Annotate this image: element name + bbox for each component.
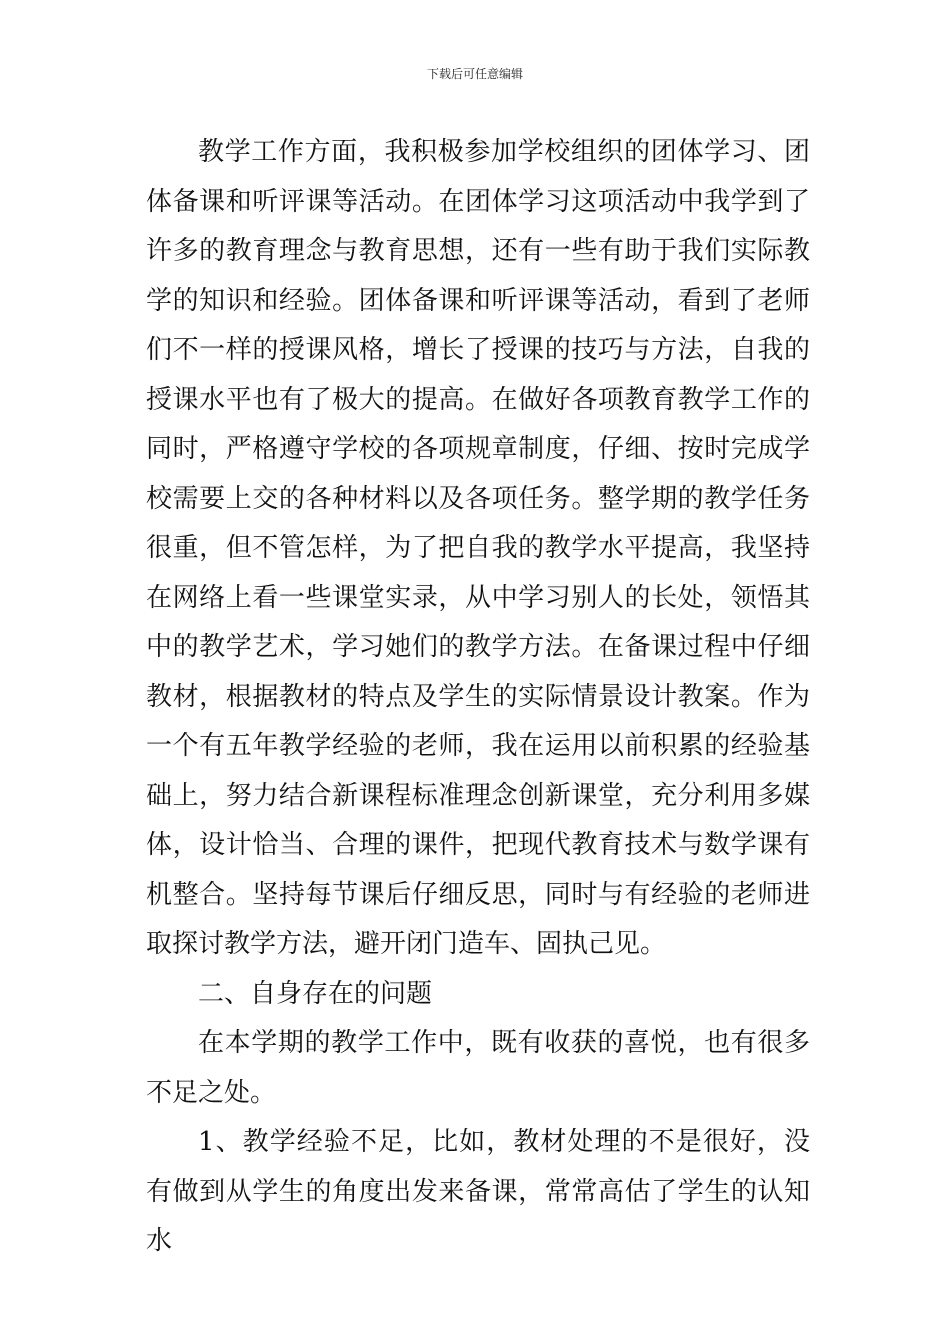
document-body: [146, 128, 810, 1267]
paragraph-item-1: 1、教学经验不足，比如，教材处理的不是很好，没有做到从学生的角度出发来备课，常常高估了学生的认知水: [146, 1127, 810, 1256]
paragraph-shortcomings-intro: 在本学期的教学工作中，既有收获的喜悦，也有很多不足之处。: [146, 1028, 810, 1108]
page-header-note: 下载后可任意编辑: [426, 67, 523, 81]
section-heading-problems: 二、自身存在的问题: [198, 978, 433, 1009]
paragraph-teaching-work: 教学工作方面，我积极参加学校组织的团体学习、团体备课和听评课等活动。在团体学习这项活动中我学到了许多的教育理念与教育思想，还有一些有助于我们实际教学的知识和经验。团体备课和听评课等活动，看到了老师们不一样的授课风格，增长了授课的技巧与方法，自我的授课水平也有了极大的提高。在做好各项教育教学工作的同时，严格遵守学校的各项规章制度，仔细、按时完成学校需要上交的各种材料以及各项任务。整学期的教学任务很重，但不管怎样，为了把自我的教学水平提高，我坚持在网络上看一些课堂实录，从中学习别人的长处，领悟其中的教学艺术，学习她们的教学方法。在备课过程中仔细教材，根据教材的特点及学生的实际情景设计教案。作为一个有五年教学经验的老师，我在运用以前积累的经验基础上，努力结合新课程标准理念创新课堂，充分利用多媒体，设计恰当、合理的课件，把现代教育技术与数学课有机整合。坚持每节课后仔细反思，同时与有经验的老师进取探讨教学方法，避开闭门造车、固执己见。: [146, 137, 810, 959]
